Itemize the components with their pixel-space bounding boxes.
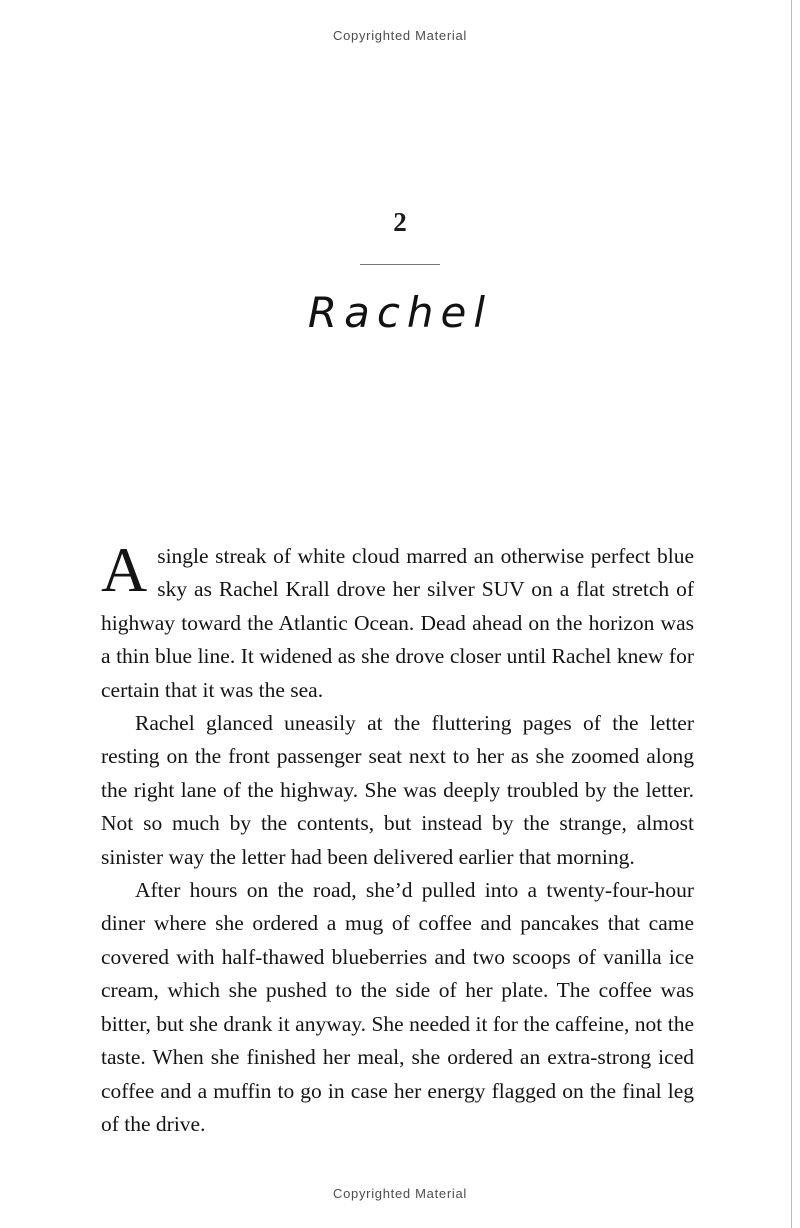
paragraph: After hours on the road, she’d pulled into a twenty-four-hour diner where she ordered a mug of coffee and pancakes that came covered with half-thawed blueberries and two scoops of vanilla ice cream, which she pushed to the side of her plate. The coffee was bitter, but she drank it anyway. She needed it for the caffeine, not the taste. When she finished her meal, she ordered an extra-strong iced coffee and a muffin to go in case her energy flagged on the final leg of the drive. xyxy=(101,878,694,1136)
page-edge-line xyxy=(791,0,792,1228)
chapter-divider-rule xyxy=(360,264,440,265)
body-text xyxy=(101,534,694,1141)
chapter-number: 2 xyxy=(393,207,407,237)
drop-cap: A xyxy=(101,534,148,605)
copyright-notice-bottom: Copyrighted Material xyxy=(333,1186,467,1201)
chapter-title: Rachel xyxy=(307,288,493,337)
paragraph-first-text: single streak of white cloud marred an otherwise perfect blue sky as Rachel Krall drove her silver SUV on a flat stretch of highway toward the Atlantic Ocean. Dead ahead on the horizon was a thin blue line. It widened as she drove closer until Rachel knew for certain that it was the sea. xyxy=(101,544,694,702)
paragraph-first xyxy=(101,534,694,707)
paragraph: Rachel glanced uneasily at the fluttering pages of the letter resting on the front passenger seat next to her as she zoomed along the right lane of the highway. She was deeply troubled by the letter. Not so much by the contents, but instead by the strange, almost sinister way the letter had been delivered earlier that morning. xyxy=(101,711,694,869)
copyright-notice-top: Copyrighted Material xyxy=(333,28,467,43)
